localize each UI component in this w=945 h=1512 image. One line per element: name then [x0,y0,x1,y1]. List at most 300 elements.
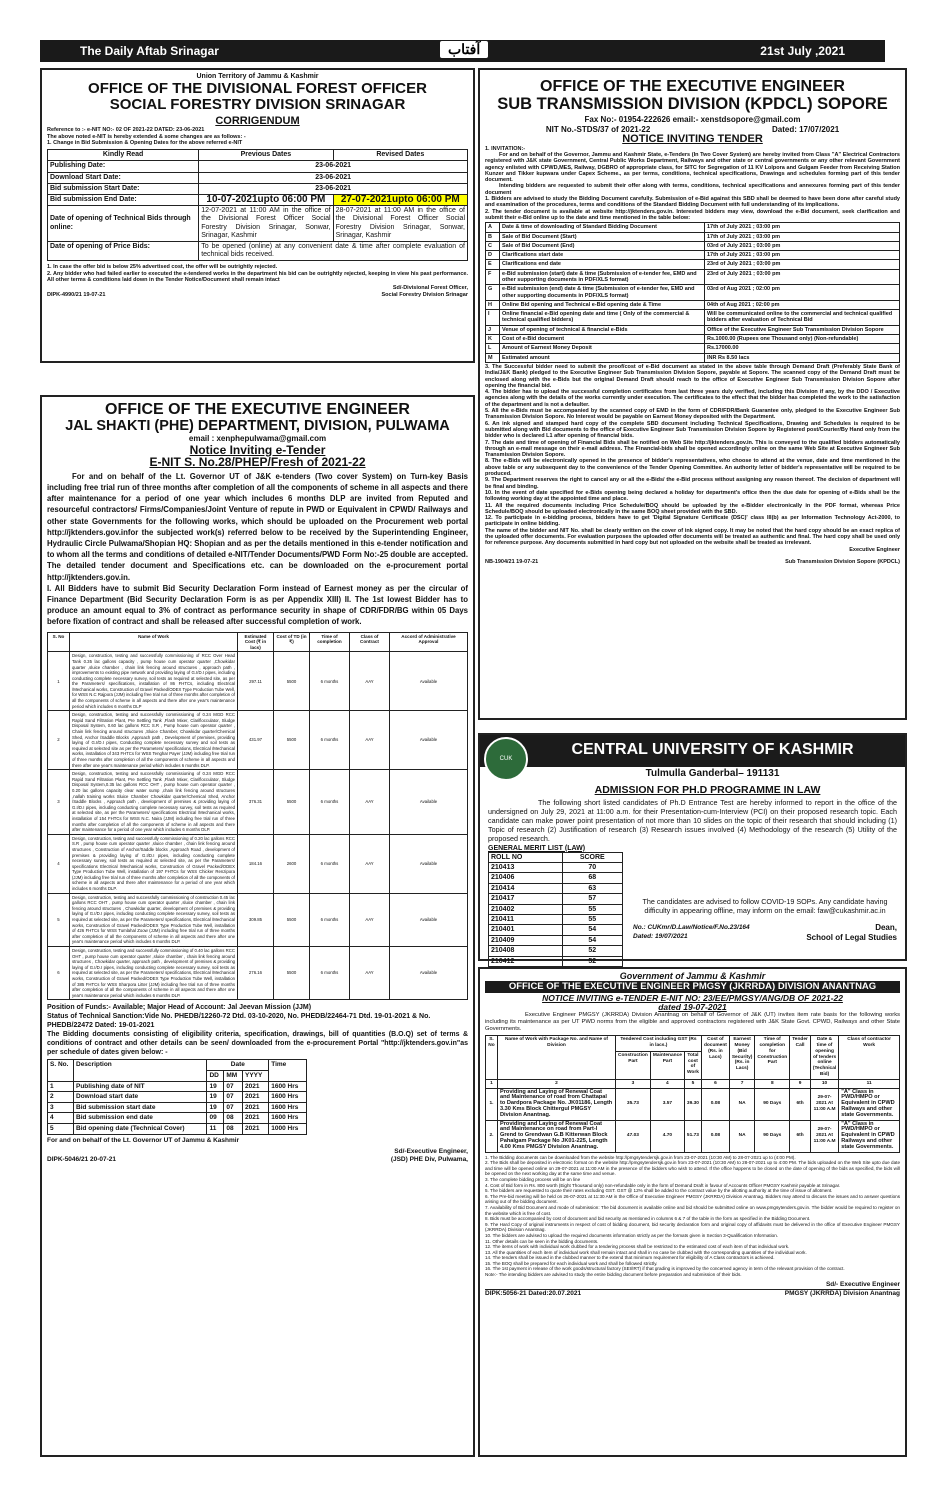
kpdcl-row-letter: K [486,335,500,344]
pmgsy-terms [485,1155,900,1278]
pmgsy-term: 12. The items of work with individual work clubbed for a tendering process shall be restricted to the estimated cost of each item of that individual work. [485,1244,790,1250]
cuk-banner [480,735,905,767]
phe-work-time: 6 months [310,947,350,1000]
pmgsy-colnum: 4 [650,1079,684,1088]
forest-row-val: 23-06-2021 [199,183,468,194]
phe-sched-yy: 2021 [242,1081,268,1092]
kpdcl-row-desc: Cost of e-Bid document [500,335,705,344]
pmgsy-work-c: 47.03 [616,1120,651,1152]
phe-work-name: Design, construction, testing and successfully commissioning of 0.24 MGD RCC Rapid Sand Filtration Plant, Pre Settling Tank ,Flash Mixer, Clariflocculator, Sludge Disposal System, 0.60 lac gallons RCC S.R , Pump house cum operator quarter , Chain link fencing around structures ,Sluice Chamber, Chowkidar quarter/Chemical Shed, Anchor /Saddle Blocks ,Approach path , Development of premises, providing laying of G.I/D.I pipes, Conducting complete necessary survey and soil tests as required at selected site as per the Parameters/ specifications, Electrical /Mechanical works, installation of 343 FHTCs for WSS Tenghar Payer (JJM) including free trial run of three months after completion of all the components of scheme in all aspects and there after one year's maintenance period which includes 6 months DLP. [70,711,238,770]
pmgsy-title-3: dated 19-07-2021 [658,1002,727,1013]
phe-work-cost: 276.16 [238,947,274,1000]
newspaper-header [40,40,885,62]
cuk-merit-row [489,956,623,966]
pmgsy-th-name: Name of Work with Package No. and Name of Division [498,1036,616,1080]
pmgsy-work-d: 0.08 [701,1088,729,1120]
pmgsy-work-no: 1. [486,1088,498,1120]
cuk-score: 68 [562,873,622,883]
pmgsy-work-name: Providing and Laying of Renewal Coat and Maintenance on road from Part-I Grend to Grendwan G.B Kitterwan Block Pahalgam Package No JK01-225, Length 4.00 Kms PMGSY Division Anantnag. [498,1120,616,1152]
kpdcl-row-letter: B [486,232,500,241]
pmgsy-colnum: 2 [498,1079,616,1088]
forest-row-val: 23-06-2021 [199,161,468,172]
kpdcl-date-row [486,344,900,353]
pmgsy-colnum: 10 [810,1079,838,1088]
phe-dipk: DIPK-5046/21 20-07-21 [47,1155,117,1163]
kpdcl-date-row [486,285,900,301]
kpdcl-date-row [486,353,900,362]
pmgsy-tender-ad [478,967,907,1457]
cuk-merit-row [489,946,623,956]
forest-row [48,161,468,172]
cuk-dean: Dean, [875,922,897,932]
pmgsy-th-class: Class of contractor Work [839,1036,900,1080]
phe-th-0: S. No [48,632,70,652]
phe-work-td: 5500 [274,711,310,770]
pmgsy-colnum: 1 [486,1079,498,1088]
kpdcl-row-value: 17th of July 2021 ; 03:00 pm [705,232,900,241]
phe-sched-t: 1600 Hrs [269,1113,307,1124]
pmgsy-term: 11. Other details can be seen in the bidding documents. [485,1238,599,1244]
forest-tech-prev: 12-07-2021 at 11:00 AM in the office of the Divisional Forest Officer Social Forestry Division Srinagar, Sonwar, Srinagar, Kashmir [199,206,333,242]
cuk-roll-no: 210406 [489,873,563,883]
kpdcl-nit: NIT No.-STDS/37 of 2021-22 [545,124,651,134]
kpdcl-row-value: Office of the Executive Engineer Sub Transmission Division Sopore [705,325,900,334]
kpdcl-term: 10. In the event of date specified for e-Bids opening being declared a holiday for department's office then the due date for opening of e-Bids shall be the following working day at the appointed time and place. [485,489,900,503]
cuk-merit-list [488,845,623,967]
phe-docs: The Bidding documents consisting of eligibility criteria, specification, drawings, bill of quantities (B.O.Q) set of terms & conditions of contract and other details can be seen/ downloaded from the e-procurement Portal "http://jktenders.gov.in"as per schedule of dates given below: - [47,1031,468,1057]
phe-behalf: For and on behalf of the Lt. Governor UT of Jammu & Kashmir [47,1136,240,1144]
phe-para-1: I. All Bidders have to submit Bid Security Declaration Form instead of Earnest money as per the circular of Finance Department (Bid Security Declaration Form is as per Appendix XIII) II. The 1st lowest Bidder has to produce an amount equal to 3% of contract as performance security in shape of CDR/FDR/BG within 05 Days before fixation of contract and shall be released after successful completion of work. [47,583,468,627]
phe-sched-t: 1600 Hrs [269,1102,307,1113]
kpdcl-fax: Fax No:- 01954-222626 email:- xenstdsopore@gmail.com [584,115,801,125]
phe-title-1: OFFICE OF THE EXECUTIVE ENGINEER [105,401,410,418]
cuk-merit-row [489,873,623,883]
cuk-roll-no: 210417 [489,894,563,904]
pmgsy-colnum: 6 [701,1079,729,1088]
kpdcl-date-row [486,241,900,250]
pmgsy-colnum: 7 [729,1079,755,1088]
kpdcl-term: 3. The Successful bidder need to submit the proof/cost of e-Bid document as stated in the above table through Demand Draft (Preferably State Bank of India/J&K Bank) pledged to the Executive Engineer Sub Transmission Division Sopore, payable at Sopore. The scanned copy of the Demand Draft must be enclosed along with the e-Bids but the original Demand Draft should reach to the office of Executive Engineer Sub Transmission Division Sopore after opening the financial bid. [485,363,900,389]
forest-ref: Reference to :- e-NIT NO:- 02 OF 2021-22 DATED: 23-06-2021 [47,127,205,134]
phe-sched-mm: 07 [224,1092,243,1103]
kpdcl-term: 8. The e-Bids will be electronically opened in the presence of bidder's representatives, who choose to attend at the venue, date and time mentioned in the above table or any subsequent day to the convenience of the Tender Opening Committee. An authority letter of bidder's representative will be required to be produced. [485,458,900,478]
phe-sched-n: 1 [48,1081,74,1092]
forest-table [47,149,468,261]
phe-sign-1: Sd/-Executive Engineer, [394,1147,468,1155]
cuk-roll-no: 210409 [489,935,563,945]
cuk-title-2: Tulmulla Ganderbal– 191131 [645,768,780,779]
forest-title-1: OFFICE OF THE DIVISIONAL FOREST OFFICER [88,80,427,98]
kpdcl-term: 4. The bidder has to upload the successful completion certificates from last three years duly verified, including this Division if any, by the DDO / Executive agencies along with the details of the works currently under execution. The certificates to the effect that the bidder has completed the work to the satisfaction of the department and is not a defaulter. [485,389,900,408]
cuk-merit-row [489,862,623,872]
cuk-score: 54 [562,935,622,945]
phe-sched-yy: 2021 [242,1102,268,1113]
kpdcl-title-3: NOTICE INVITING TENDER [622,133,763,146]
kpdcl-row-desc: e-Bid submission (start) date & time (Submission of e-tender fee, EMD and other supporting documents in PDF/XLS format) [500,269,705,285]
kpdcl-row-value: 23rd of July 2021 ; 03:00 pm [705,260,900,269]
kpdcl-final: The name of the bidder and NIT No. shall be clearly written on the cover of ink signed copy. It may be noted that the hard copy should be an exact replica of the uploaded offer documents. For evaluation purposes the uploaded offer documents will be treated as authentic and final. The hard copy shall be used only for reference purpose. Any documents submitted in hard copy but not uploaded on the website shall be treated as irrelevant. [485,527,900,547]
phe-work-cost: 184.16 [238,834,274,893]
phe-work-no: 4 [48,834,70,893]
pmgsy-term: 13. All the quantities of each item of individual work shall remain intact and shall in no case be clubbed with the corresponding quantities of the individual work. [485,1249,807,1255]
phe-footer [47,1156,468,1164]
cuk-score: 55 [562,904,622,914]
kpdcl-row-desc: Online Bid opening and Technical e-Bid opening date & Time [500,300,705,309]
phe-th-2: Estimated Cost (₹ in lacs) [238,632,274,652]
cuk-merit-row [489,883,623,893]
pmgsy-term: 16. The 1st payment in release of the work goods/structural factory (SEI/IRT) if that grading is improved by the concerned agency in term of the relevant provision of the contract. [485,1266,845,1272]
forest-note-1: 1. In case the offer bid is below 25% advertised cost, the offer will be outrightly rejected. [47,264,278,271]
kpdcl-terms [485,364,900,528]
phe-sch-th-2: Date [207,1060,269,1071]
forest-row-key: Bid submission Start Date: [48,183,199,194]
phe-title-3: Notice Inviting e-Tender [189,442,326,457]
cuk-th-score: SCORE [562,852,622,862]
forest-sign-1: Sd/-Divisional Forest Officer, [392,285,468,292]
phe-work-row [48,652,468,711]
phe-sch-th-1: Description [74,1060,207,1081]
kpdcl-date-row [486,325,900,334]
pmgsy-work-e: NA [729,1088,755,1120]
pmgsy-colnum: 8 [755,1079,790,1088]
kpdcl-row-letter: E [486,260,500,269]
phe-work-name: Design, construction, testing and successfully commissioning of 0.24 MGD RCC Rapid Sand Filtration Plant, Pre Settling Tank ,Flash Mixer, Clariflocculator, Sludge Disposal System,0.35 lac gallons RCC OHT , pump house cum operator quarter , 0.20 lac gallons capacity clear water sump ,chain link fencing around structures ,nallah training works Sluice Chamber Chowkidar quarter/Chemical Shed, Anchor /Saddle Blocks , Approach path , development of premises & providing laying of G.I/D.I pipes, including conducting complete necessary survey, soil tests as required at selected site, as per the Parameters/ specifications Electrical /Mechanical works, installation of 154 FHTCs for WSS N.C. Naira (JJM) including free trial run of three months after completion of all the components of scheme in all aspects and there after maintenance for a period of one year which includes 6 months DLP. [70,770,238,835]
cuk-logo: CUK [484,737,528,781]
pmgsy-work-open: 29-07-2021 At 11:00 A.M [810,1120,838,1152]
pmgsy-work-no: 2. [486,1120,498,1152]
forest-row [48,183,468,194]
pmgsy-work-cls: "A" Class in PWD/HMPO or Equivalent in CPWD Railways and other state Governments. [839,1088,900,1120]
forest-th-0: Kindly Read [48,150,199,161]
pmgsy-work-t: 39.30 [684,1088,701,1120]
kpdcl-row-value: Rs.1000.00 (Rupees one Thousand only) (Non-refundable) [705,335,900,344]
cuk-merit-row [489,894,623,904]
kpdcl-invitation: 1. INVITATION:- [485,145,526,152]
phe-work-td: 2600 [274,834,310,893]
cuk-roll-no: 210413 [489,862,563,872]
phe-sched-dd: 11 [207,1123,224,1134]
pmgsy-work-d: 0.08 [701,1120,729,1152]
pmgsy-work-name: Providing and Laying of Renewal Coat and Maintenance of road from Chattapal to Dardpora Package No. JK01186, Length 3.30 Kms Block Chittergul PMGSY Division Anantnag. [498,1088,616,1120]
cuk-admission-ad [478,733,907,965]
phe-work-no: 6 [48,947,70,1000]
kpdcl-para-4: 2. The tender document is available at website http://jktenders.gov.in. Interested bidders may view, download the e-Bid document, seek clarification and submit their e-Bid online up to the date and time mentioned in the table below: [485,208,900,221]
phe-sched-row [48,1092,307,1103]
cuk-title-3: ADMISSION FOR PH.D PROGRAMME IN LAW [594,783,821,796]
pmgsy-colnum: 5 [684,1079,701,1088]
phe-title-4: E-NIT S. No.28/PHEP/Fresh of 2021-22 [149,455,366,470]
phe-sched-row [48,1123,307,1134]
phe-work-acc: Available [390,947,468,1000]
phe-work-row [48,770,468,835]
phe-th-1: Name of Work [70,632,238,652]
pmgsy-th-doc: Cost of document (Rs. in Lacs) [701,1036,729,1080]
phe-work-td: 5500 [274,947,310,1000]
phe-th-4: Time of completion [310,632,350,652]
phe-sch-yy: YYYY [242,1070,268,1081]
phe-email: email : xenphepulwama@gmail.com [188,434,327,444]
kpdcl-title-2: SUB TRANSMISSION DIVISION (KPDCL) SOPORE [497,94,888,113]
kpdcl-row-value: 23rd of July 2021 ; 03:00 pm [705,269,900,285]
kpdcl-row-desc: Sale of Bid Document (End) [500,241,705,250]
kpdcl-row-letter: G [486,285,500,301]
cuk-merit-row [489,914,623,924]
phe-sched-mm: 07 [224,1081,243,1092]
phe-work-time: 6 months [310,834,350,893]
pmgsy-term: 2. The Bids shall be deposited in electronic format on the website http://pmgsytendersjk.gov.in from 23-07-2021 (10:30 AM) to 28-07-2021 up to 4:00 PM. The bids uploaded on the Web Site upto due date and time will be opened online on 29-07-2021 at 11:00 AM in the presence of the bidders who wish to attend. If the office happens to be closed on the date of opening of the bids as specified, the bids will be opened on the next working day at the same time and venue. [485,1160,900,1177]
phe-work-name: Design, construction, testing and successfully commissioning of RCC Over Head Tank 0.35 lac gallons capacity , pump house cum operator quarter ,Chowkidar quarter ,sluice chamber , chain link fencing around structures , approach path , improvements to existing pipe network and providing laying of G.I/D.I pipes, including conducting complete necessary survey, soil tests as required at selected site, as per the Parameters/ specifications, installation of 86 FHTCs, including Electrical /Mechanical works, Construction of Gravel Packed/ODEX Type Production Tube Well, for WSS N.C Rajpora (JJM) including free trial run of three months after completion of all the components of scheme in all aspects and there after one year's maintenance period which includes 6 months DLP [70,652,238,711]
phe-sanction: Status of Technical Sanction:Vide No. PHEDB/12260-72 Dtd. 03-10-2020, No. PHEDB/22464-71 Dtd. 19-01-2021 & No. PHEDB/22472 Dated: 19-01-2021 [47,1013,431,1030]
forest-title-2: SOCIAL FORESTRY DIVISION SRINAGAR [109,95,406,113]
phe-work-acc: Available [390,834,468,893]
phe-work-no: 2 [48,711,70,770]
forest-row-key: Publishing Date: [48,161,199,172]
pmgsy-th-time: Time of completion for Construction Part [755,1036,790,1080]
kpdcl-term: 7. The date and time of opening of Financial Bids shall be notified on Web Site http://jktenders.gov.in. This is conveyed to the qualified bidders automatically through an e-mail message on their e-mail address. The Financial-bids shall be opened accordingly online on the same Web Site at Executive Engineer Sub Transmission Division Sopore. [485,439,900,459]
forest-th-1: Previous Dates [199,150,333,161]
pmgsy-th-constr: Construction Part [616,1051,651,1079]
kpdcl-row-value: 17th of July 2021 ; 03:00 pm [705,223,900,232]
pmgsy-work-open: 29-07-2021 At 11:00 A.M [810,1088,838,1120]
kpdcl-row-letter: C [486,241,500,250]
forest-row-val: 23-06-2021 [199,172,468,183]
kpdcl-row-desc: Estimated amount [500,353,705,362]
phe-sched-dd: 19 [207,1102,224,1113]
kpdcl-term: 9. The Department reserves the right to cancel any or all the e-Bids/ the e-Bid process without assigning any reason thereof. The decision of department will be final and binding. [485,477,900,490]
phe-work-td: 5500 [274,893,310,946]
pmgsy-th-open: Date & time of opening of tenders online (Technical Bid) [810,1036,838,1080]
cuk-covid: The candidates are advised to follow COVID-19 SOPs. Any candidate having difficulty in appearing offline, may inform on the email: faw@cukashmir.ac.in [642,896,888,915]
pmgsy-work-c: 35.73 [616,1088,651,1120]
phe-work-time: 6 months [310,711,350,770]
cuk-merit-row [489,904,623,914]
phe-work-cls: AAY [350,652,390,711]
pmgsy-term: 7. Availability of Bid Document and mode of submission: The bid document is available online and bid should be submitted online on www.pmgsytenders.gov.in. The bidder would be required to register on the website which is free of cost. [485,1204,900,1216]
kpdcl-sign-1: Executive Engineer [849,546,900,553]
kpdcl-date-row [486,232,900,241]
kpdcl-date-row [486,269,900,285]
forest-end-prev: 10-07-2021upto 06:00 PM [199,194,333,205]
phe-work-cls: AAY [350,947,390,1000]
forest-th-2: Revised Dates [333,150,467,161]
cuk-roll-no: 210414 [489,883,563,893]
cuk-score: 52 [562,946,622,956]
pmgsy-th-maint: Maintenance Part [650,1051,684,1079]
phe-sched-d: Bid submission end date [74,1113,207,1124]
forest-price-val: To be opened (online) at any convenient date & time after complete evaluation of technical bids received. [199,241,468,260]
phe-work-row [48,834,468,893]
forest-ut: Union Territory of Jammu & Kashmir [196,73,319,80]
phe-work-acc: Available [390,893,468,946]
forest-end-revised: 27-07-2021upto 06:00 PM [333,194,467,205]
pmgsy-sign-1: Sd/- Executive Engineer [825,1280,900,1288]
cuk-roll-no: 210401 [489,925,563,935]
kpdcl-title-1: OFFICE OF THE EXECUTIVE ENGINEER [540,78,845,95]
pmgsy-work-m: 3.57 [650,1088,684,1120]
kpdcl-row-desc: Amount of Earnest Money Deposit [500,344,705,353]
kpdcl-term: 5. All the e-Bids must be accompanied by the scanned copy of EMD in the form of CDR/FDR/Bank Guarantee only, pledged to the Executive Engineer Sub Transmission Division Sopore. No Interest would be payable on Earnest Money deposited with the Department. [485,408,900,421]
pmgsy-work-time: 90 Days [755,1088,790,1120]
phe-work-cost: 309.85 [238,893,274,946]
pmgsy-work-row [486,1088,900,1120]
pmgsy-dipk: DIPK:5056-21 Dated:20.07.2021 [485,1289,582,1297]
phe-schedule-table [47,1059,307,1134]
phe-sch-th-0: S. No. [48,1060,74,1081]
forest-sign-2: Social Forestry Division Srinagar [381,291,468,298]
kpdcl-dates-table [485,222,900,363]
pmgsy-colnum-row [486,1079,900,1088]
pmgsy-title-2: NOTICE INVITING e-TENDER E-NIT NO: 23/EE/PMGSY/ANG/DB OF 2021-22 [542,993,843,1004]
pmgsy-colnum: 3 [616,1079,651,1088]
phe-funds: Position of Funds:- Available; Major Head of Account: Jal Jeevan Mission (JJM) [47,1004,312,1012]
phe-work-cost: 297.11 [238,652,274,711]
phe-th-5: Class of Contract [350,632,390,652]
phe-work-time: 6 months [310,652,350,711]
kpdcl-date-row [486,251,900,260]
cuk-score: 63 [562,883,622,893]
phe-work-acc: Available [390,652,468,711]
phe-work-cls: AAY [350,893,390,946]
phe-sched-t: 1000 Hrs [269,1123,307,1134]
phe-sign-2: (JSD) PHE Div, Pulwama, [390,1155,468,1163]
cuk-ref-no: No.: CUKmr/D.Law/Notice/F.No.23/164 [633,923,750,931]
kpdcl-row-letter: I [486,310,500,326]
forest-end-key: Bid submission End Date: [48,194,199,205]
pmgsy-term: Note:- The intending bidders are advised to study the entire bidding document before preparation and submission of their bids. [485,1272,742,1278]
phe-tender-ad [40,395,475,1457]
cuk-th-roll: ROLL NO [489,852,563,862]
phe-th-3: Cost of TD (in ₹) [274,632,310,652]
pmgsy-th-call: Tender Call [790,1036,811,1080]
phe-work-no: 1 [48,652,70,711]
kpdcl-dated: Dated: 17/07/2021 [771,124,840,134]
kpdcl-term: 6. An ink signed and stamped hard copy of the complete SBD document including Technical Specifications, Drawing and Schedules is required to be submitted along with Bid documents to the office of Executive Engineer Sub Transmission Division Sopore by Registered post/Courier/By Hand only from the bidder who is declared L1 after opening of financial bids. [485,420,900,440]
phe-work-td: 5500 [274,770,310,835]
cuk-score: 55 [562,914,622,924]
phe-sched-row [48,1081,307,1092]
cuk-roll-no: 210402 [489,904,563,914]
forest-tech-key: Date of opening of Technical Bids through online: [48,206,199,242]
pmgsy-work-call: 6th [790,1120,811,1152]
phe-sched-mm: 08 [224,1123,243,1134]
kpdcl-para-3: 1. Bidders are advised to study the Bidding Document carefully. Submission of e-Bid against this SBD shall be deemed to have been done after careful study and examination of the procedures, terms and conditions of the Standard Bidding Document with full understanding of its implications. [485,196,900,209]
phe-body: For and on behalf of the Lt. Governor UT of J&K e-tenders (Two cover System) on Turn-key Basis including free trial run of three months after completion of all the components of scheme in all aspects and there after maintenance for a period of one year which includes 6 months DLP are invited from Reputed and resourceful contractors/ Firms/Companies/Joint Venture of repute in PWD or Equivalent in CPWD/ Railways and other state Governments for the following works, which should be uploaded on the Procurement web portal http://jktenders.gov.infor the subjected work(s) referred below to be received by the Superintending Engineer, Hydraulic Circle Pulwama/Shopian HQ: Shopian and as per the details mentioned in this e-tender notification and to whom all the terms and conditions of detailed e-NIT/Tender Documents/PWD Form No:-25 double are accepted. The detailed tender document and Specifications etc. can be downloaded on the e-procurement portal http://jktenders.gov.in. [47,471,468,582]
kpdcl-row-value: 03rd of Aug 2021 ; 02:00 pm [705,285,900,301]
forest-title-3: CORRIGENDUM [215,114,300,127]
pmgsy-work-cls: "A" Class in PWD/HMPO or Equivalent in CPWD Railways and other state Governments. [839,1120,900,1152]
kpdcl-term: 11. All the required documents including Price Schedule/BOQ should be uploaded by the e-Bidder electronically in the PDF format, whereas Price Schedule/BOQ should be uploaded electronically in the same BOQ sheet provided with the SBD. [485,502,900,515]
phe-sched-dd: 09 [207,1113,224,1124]
pmgsy-work-m: 4.70 [650,1120,684,1152]
kpdcl-row-letter: D [486,251,500,260]
kpdcl-date-row [486,300,900,309]
pmgsy-footer [485,1289,900,1297]
kpdcl-row-desc: Date & time of downloading of Standard Bidding Document [500,223,705,232]
kpdcl-row-letter: H [486,300,500,309]
phe-work-time: 6 months [310,770,350,835]
forest-item1: 1. Change in Bid Submission & Opening Dates for the above referred e-NIT [47,139,243,146]
kpdcl-row-letter: J [486,325,500,334]
forest-footer [47,292,468,298]
phe-work-cost: 376.31 [238,770,274,835]
phe-work-name: Design, construction, testing and successfully commissioning of 0.40 lac gallons RCC OHT , pump house cum operator quarter ,sluice chamber , chain link fencing around structures , Chowkidar quarter, approach path , development of premises & providing laying of G.I/D.I pipes, including conducting complete necessary survey, soil tests as required at selected site, as per the Parameters/ specifications, Electrical /Mechanical works, Construction of Gravel Packed/ODEX Type Production Tube Well, installation of 385 FHTCs for WSS Sharpora Litter (JJM) including free trial run of three months after completion of all the components of scheme in all aspects and there after one year's maintenance period which includes 6 months DLP. [70,947,238,1000]
kpdcl-row-desc: Online financial e-Bid opening date and time ( Only of the commercial & technical qualified bidders) [500,310,705,326]
cuk-score: 54 [562,925,622,935]
phe-work-name: Design, construction, testing and successfully commissioning of 0.20 lac gallons RCC S.R , pump house cum operator quarter ,sluice chamber , chain link fencing around structures , Construction of Anchor/Saddle blocks ,Approach Road , development of premises & providing laying of G.I/D.I pipes, including conducting complete necessary survey, soil tests as required at selected site, as per the Parameters/ specifications Electrical /Mechanical works, Construction of Gravel Packed/ODEX Type Production Tube Well, installation of 197 FHTCs for WSS Chicker Renzipora (JJM) including free trial run of three months after completion of all the components of scheme in all aspects and there after maintenance for a period of one year which includes 6 months DLP. [70,834,238,893]
phe-sch-mm: MM [224,1070,243,1081]
phe-sched-row [48,1102,307,1113]
phe-sched-d: Bid submission start date [74,1102,207,1113]
phe-work-acc: Available [390,711,468,770]
forest-intro: The above noted e-NIT is hereby extended & some changes are as follows: - [47,133,246,140]
kpdcl-term: 12. To participate in e-bidding process, bidders have to get 'Digital Signature Certificate (DSC)' class III(b) as per Information Technology Act-2000, to participate in online bidding. [485,515,900,528]
phe-work-cost: 431.97 [238,711,274,770]
pmgsy-work-t: 51.73 [684,1120,701,1152]
phe-sched-n: 5 [48,1123,74,1134]
cuk-list-title: GENERAL MERIT LIST (LAW) [488,844,586,852]
forest-row-key: Download Start Date: [48,172,199,183]
phe-sch-th-3: Time [269,1060,307,1081]
kpdcl-footer [485,559,900,565]
kpdcl-date-row [486,260,900,269]
cuk-score: 52 [562,956,622,966]
pmgsy-term: 8. Bids must be accompanied by cost of document and bid security as mentioned in columns 6 & 7 of the table in the form as specified in the Bidding Document. [485,1216,811,1222]
phe-work-cls: AAY [350,770,390,835]
phe-work-acc: Available [390,770,468,835]
pmgsy-gov: Government of Jammu & Kashmir [619,971,766,981]
phe-sched-t: 1600 Hrs [269,1081,307,1092]
phe-work-row [48,947,468,1000]
pmgsy-body: Executive Engineer PMGSY (JKRRDA) Division Anantnag on behalf of Governor of J&K (UT) invites item rate basis for the following works including its maintenance as per UT PWD norms from the eligible and approved contractors registered with J&K State Govt. CPWD, Railways and other State Governments. [485,1012,900,1033]
pmgsy-term: 14. The tenders shall be issued in the clubbed manner to the extend that minimum requirement for eligibility of A Class contractors is achieved. [485,1255,775,1261]
pmgsy-th-sno: S. No [486,1036,498,1080]
cuk-roll-no: 210408 [489,946,563,956]
phe-sched-n: 3 [48,1102,74,1113]
kpdcl-row-value: Will be communicated online to the commercial and technical qualified bidders after evaluation of Technical Bid [705,310,900,326]
phe-sched-yy: 2021 [242,1113,268,1124]
paper-logo: آفتاب [440,41,488,58]
cuk-roll-no: 210411 [489,914,563,924]
cuk-merit-table [488,852,623,967]
pmgsy-term: 1. The Bidding documents can be downloaded from the website http://pmgsytendersjk.gov.in from 23-07-2021 (10:30 AM) to 28-07-2021 up to (4:00 PM). [485,1154,796,1160]
phe-sched-dd: 19 [207,1092,224,1103]
pmgsy-term: 10. The bidders are advised to upload the required documents information strictly as per the formats given in Section 3-Qualification Information. [485,1232,779,1238]
cuk-ref-date: Dated: 19/07/2021 [633,932,688,940]
phe-work-td: 5500 [274,652,310,711]
phe-sched-dd: 19 [207,1081,224,1092]
pmgsy-th-emd: Earnest Money (Bid Security) (Rs. in Lacs) [729,1036,755,1080]
phe-th-6: Accord of Administrative Approval [390,632,468,652]
cuk-roll-no: 210412 [489,956,563,966]
phe-sched-yy: 2021 [242,1092,268,1103]
phe-work-row [48,711,468,770]
forest-tech-revised: 28-07-2021 at 11:00 AM in the office of the Divisional Forest Officer Social Forestry Division Srinagar, Sonwar, Srinagar, Kashmir [333,206,467,242]
kpdcl-row-desc: Clarifications start date [500,251,705,260]
phe-work-time: 6 months [310,893,350,946]
pmgsy-work-e: NA [729,1120,755,1152]
cuk-body: The following short listed candidates of Ph.D Entrance Test are hereby informed to report in the office of the undersigned on July 29, 2021 at 11:00 a.m. for their Presentation-cum-Interview (PCI) on their proposed research topic. Each candidate can make power point presentation of not more than 10 slides on the topic of their research that should including (1) Topic of research (2) Justification of research (3) Research issues involved (4) Methodology of the research (5) Utility of the proposed research. [488,797,897,843]
phe-title-2: JAL SHAKTI (PHE) DEPARTMENT, DIVISION, PULWAMA [65,417,450,434]
kpdcl-row-value: Rs.17000.00 [705,344,900,353]
phe-work-cls: AAY [350,711,390,770]
phe-work-row [48,893,468,946]
kpdcl-row-desc: e-Bid submission (end) date & time (Submission of e-tender fee, EMD and other supporting documents in PDF/XLS format) [500,285,705,301]
phe-sched-d: Bid opening date (Technical Cover) [74,1123,207,1134]
kpdcl-row-value: 04th of Aug 2021 ; 02:00 pm [705,300,900,309]
forest-corrigendum-ad [40,68,475,363]
phe-sched-yy: 2021 [242,1123,268,1134]
kpdcl-para-1: For and on behalf of the Governor, Jammu and Kashmir State, e-Tenders (In Two Cover System) are hereby invited from Class "A" Electrical Contractors registered with J&K state Government, Central Public Works Department, Railways and other state or central governments or any other relevant Government agency enlisted with CPWD,MES, Railway, DGBRO of appropriate class, for SITC for Segregation of 11 KV Lolpora and Gulgam Feeder from Receiving Station Kunzer and Tikker kupwara under Capex Scheme., as per terms, conditions, technical specifications, Drawings and schedules forming part of this tender document. [485,151,900,184]
